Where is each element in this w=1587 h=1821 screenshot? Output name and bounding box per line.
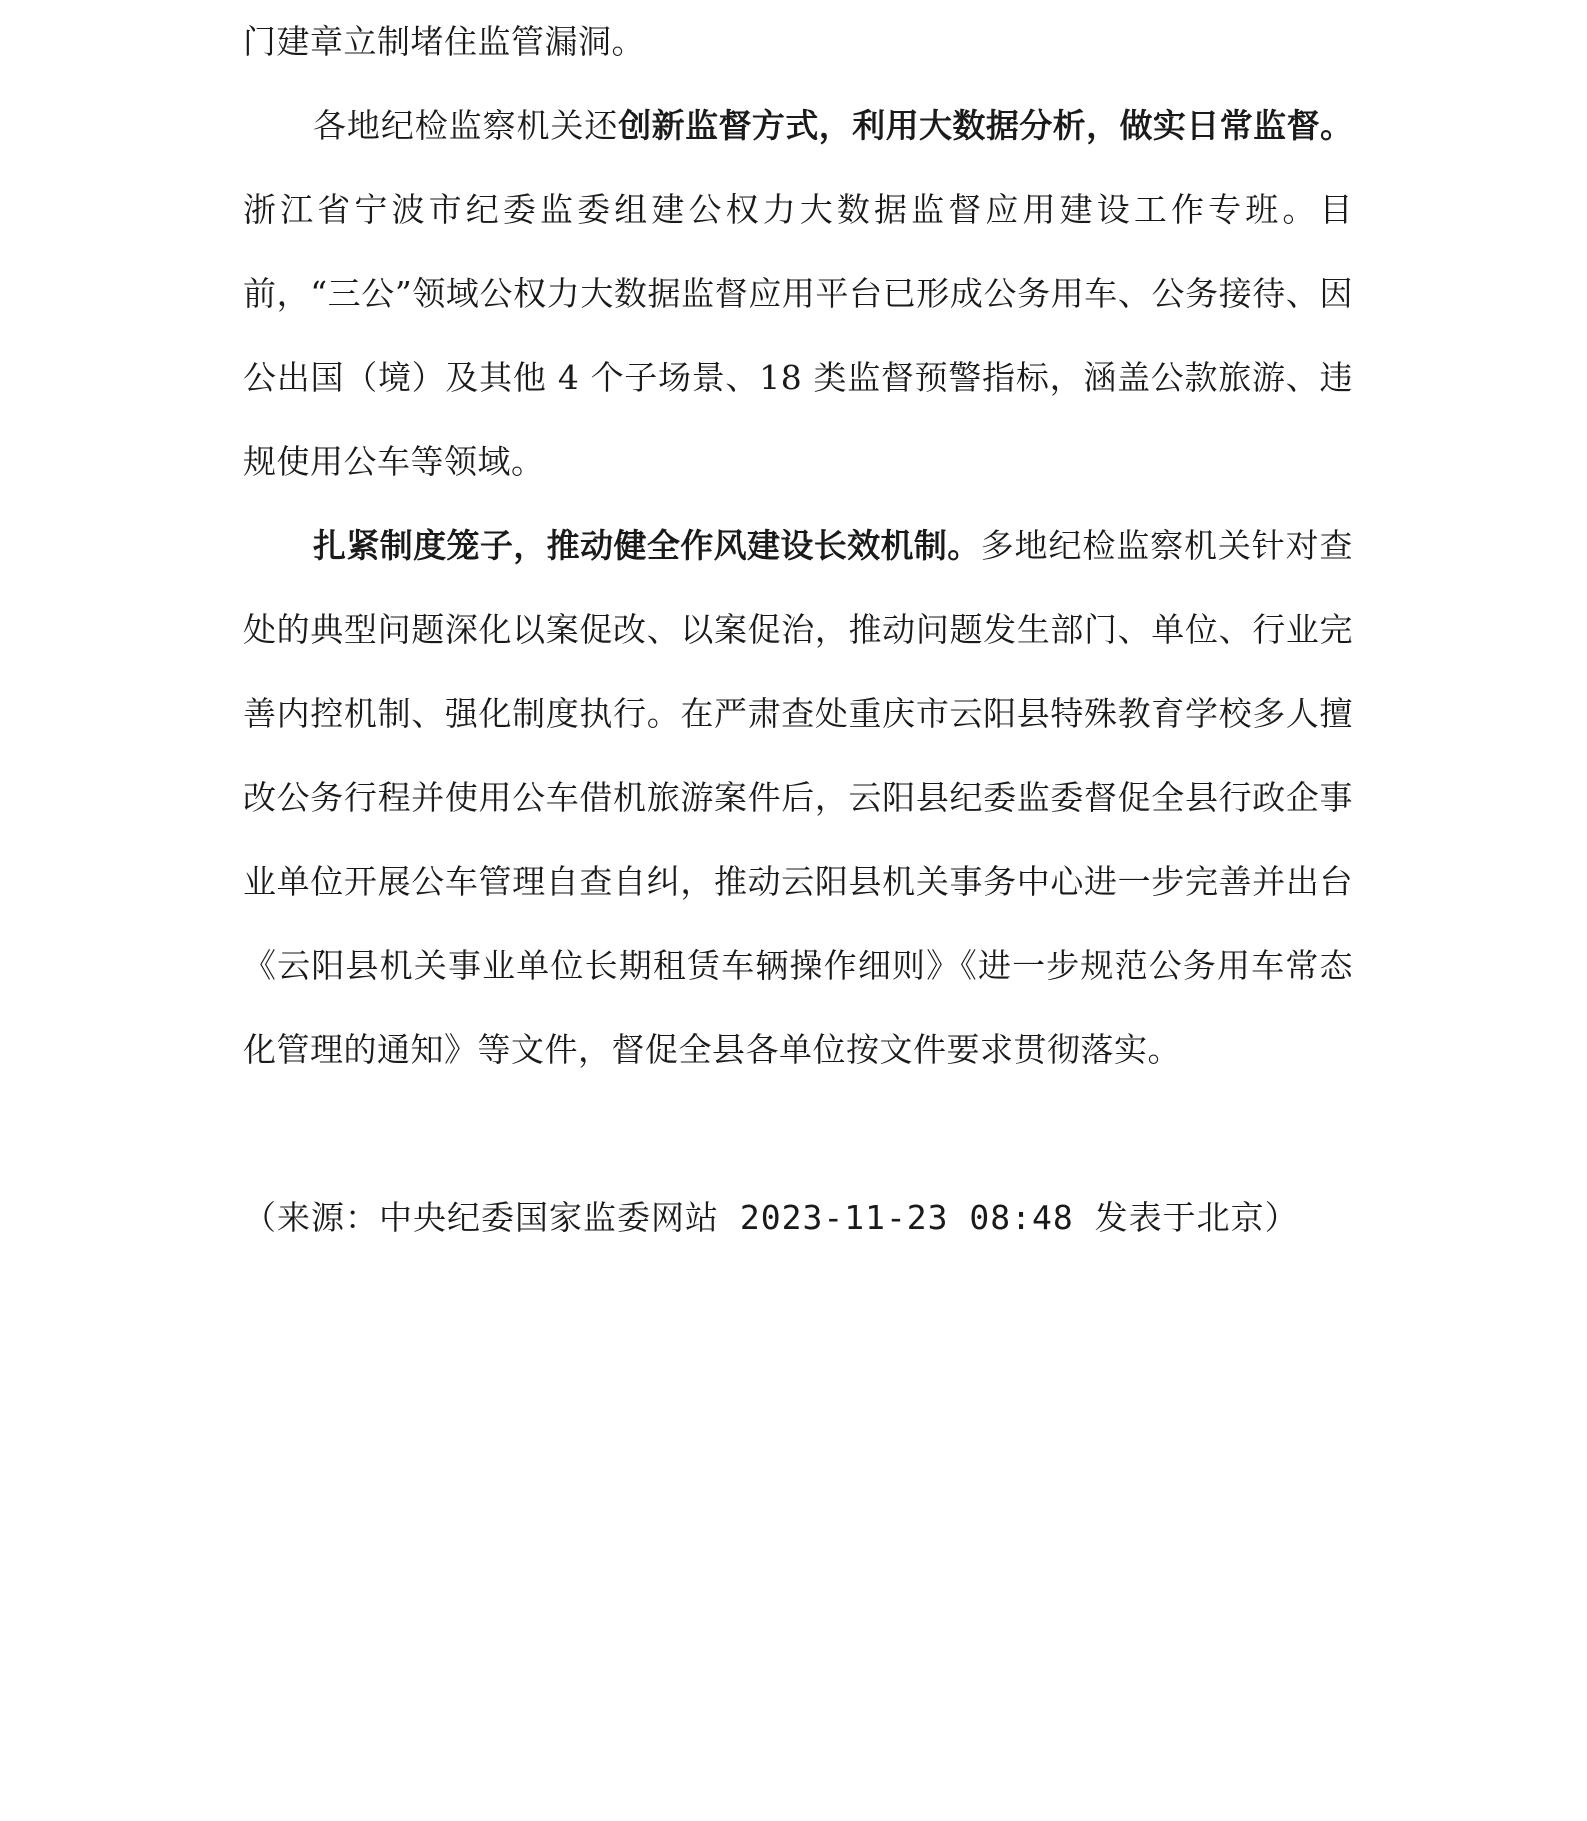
paragraph-bold-heading: 创新监督方式，利用大数据分析，做实日常监督。 — [618, 106, 1354, 145]
paragraph-text: 多地纪检监察机关针对查处的典型问题深化以案促改、以案促治，推动问题发生部门、单位、行业完善内控机制、强化制度执行。在严肃查处重庆市云阳县特殊教育学校多人擅改公务行程并使用公车借机旅游案件后，云阳县纪委监委督促全县行政企事业单位开展公车管理自查自纠，推动云阳县机关事务中心进一步完善并出台《云阳县机关事业单位长期租赁车辆操作细则》《进一步规范公务用车常态化管理的通知》等文件，督促全县各单位按文件要求贯彻落实。 — [243, 526, 1354, 1069]
paragraph-institutional-cage — [243, 504, 1353, 1092]
paragraph-lead-text: 各地纪检监察机关还 — [313, 106, 619, 145]
paragraph-continuation — [243, 0, 1353, 84]
document-body — [243, 0, 1353, 1260]
paragraph-big-data-supervision — [243, 84, 1353, 504]
paragraph-text: 浙江省宁波市纪委监委组建公权力大数据监督应用建设工作专班。目前，“三公”领域公权力大数据监督应用平台已形成公务用车、公务接待、因公出国（境）及其他 4 个子场景、18 类监督预警指标，涵盖公款旅游、违规使用公车等领域。 — [243, 190, 1353, 481]
paragraph-text: 门建章立制堵住监管漏洞。 — [243, 22, 645, 61]
source-attribution: （来源：中央纪委国家监委网站 2023-11-23 08:48 发表于北京） — [243, 1198, 1299, 1237]
paragraph-bold-heading: 扎紧制度笼子，推动健全作风建设长效机制。 — [313, 526, 981, 565]
